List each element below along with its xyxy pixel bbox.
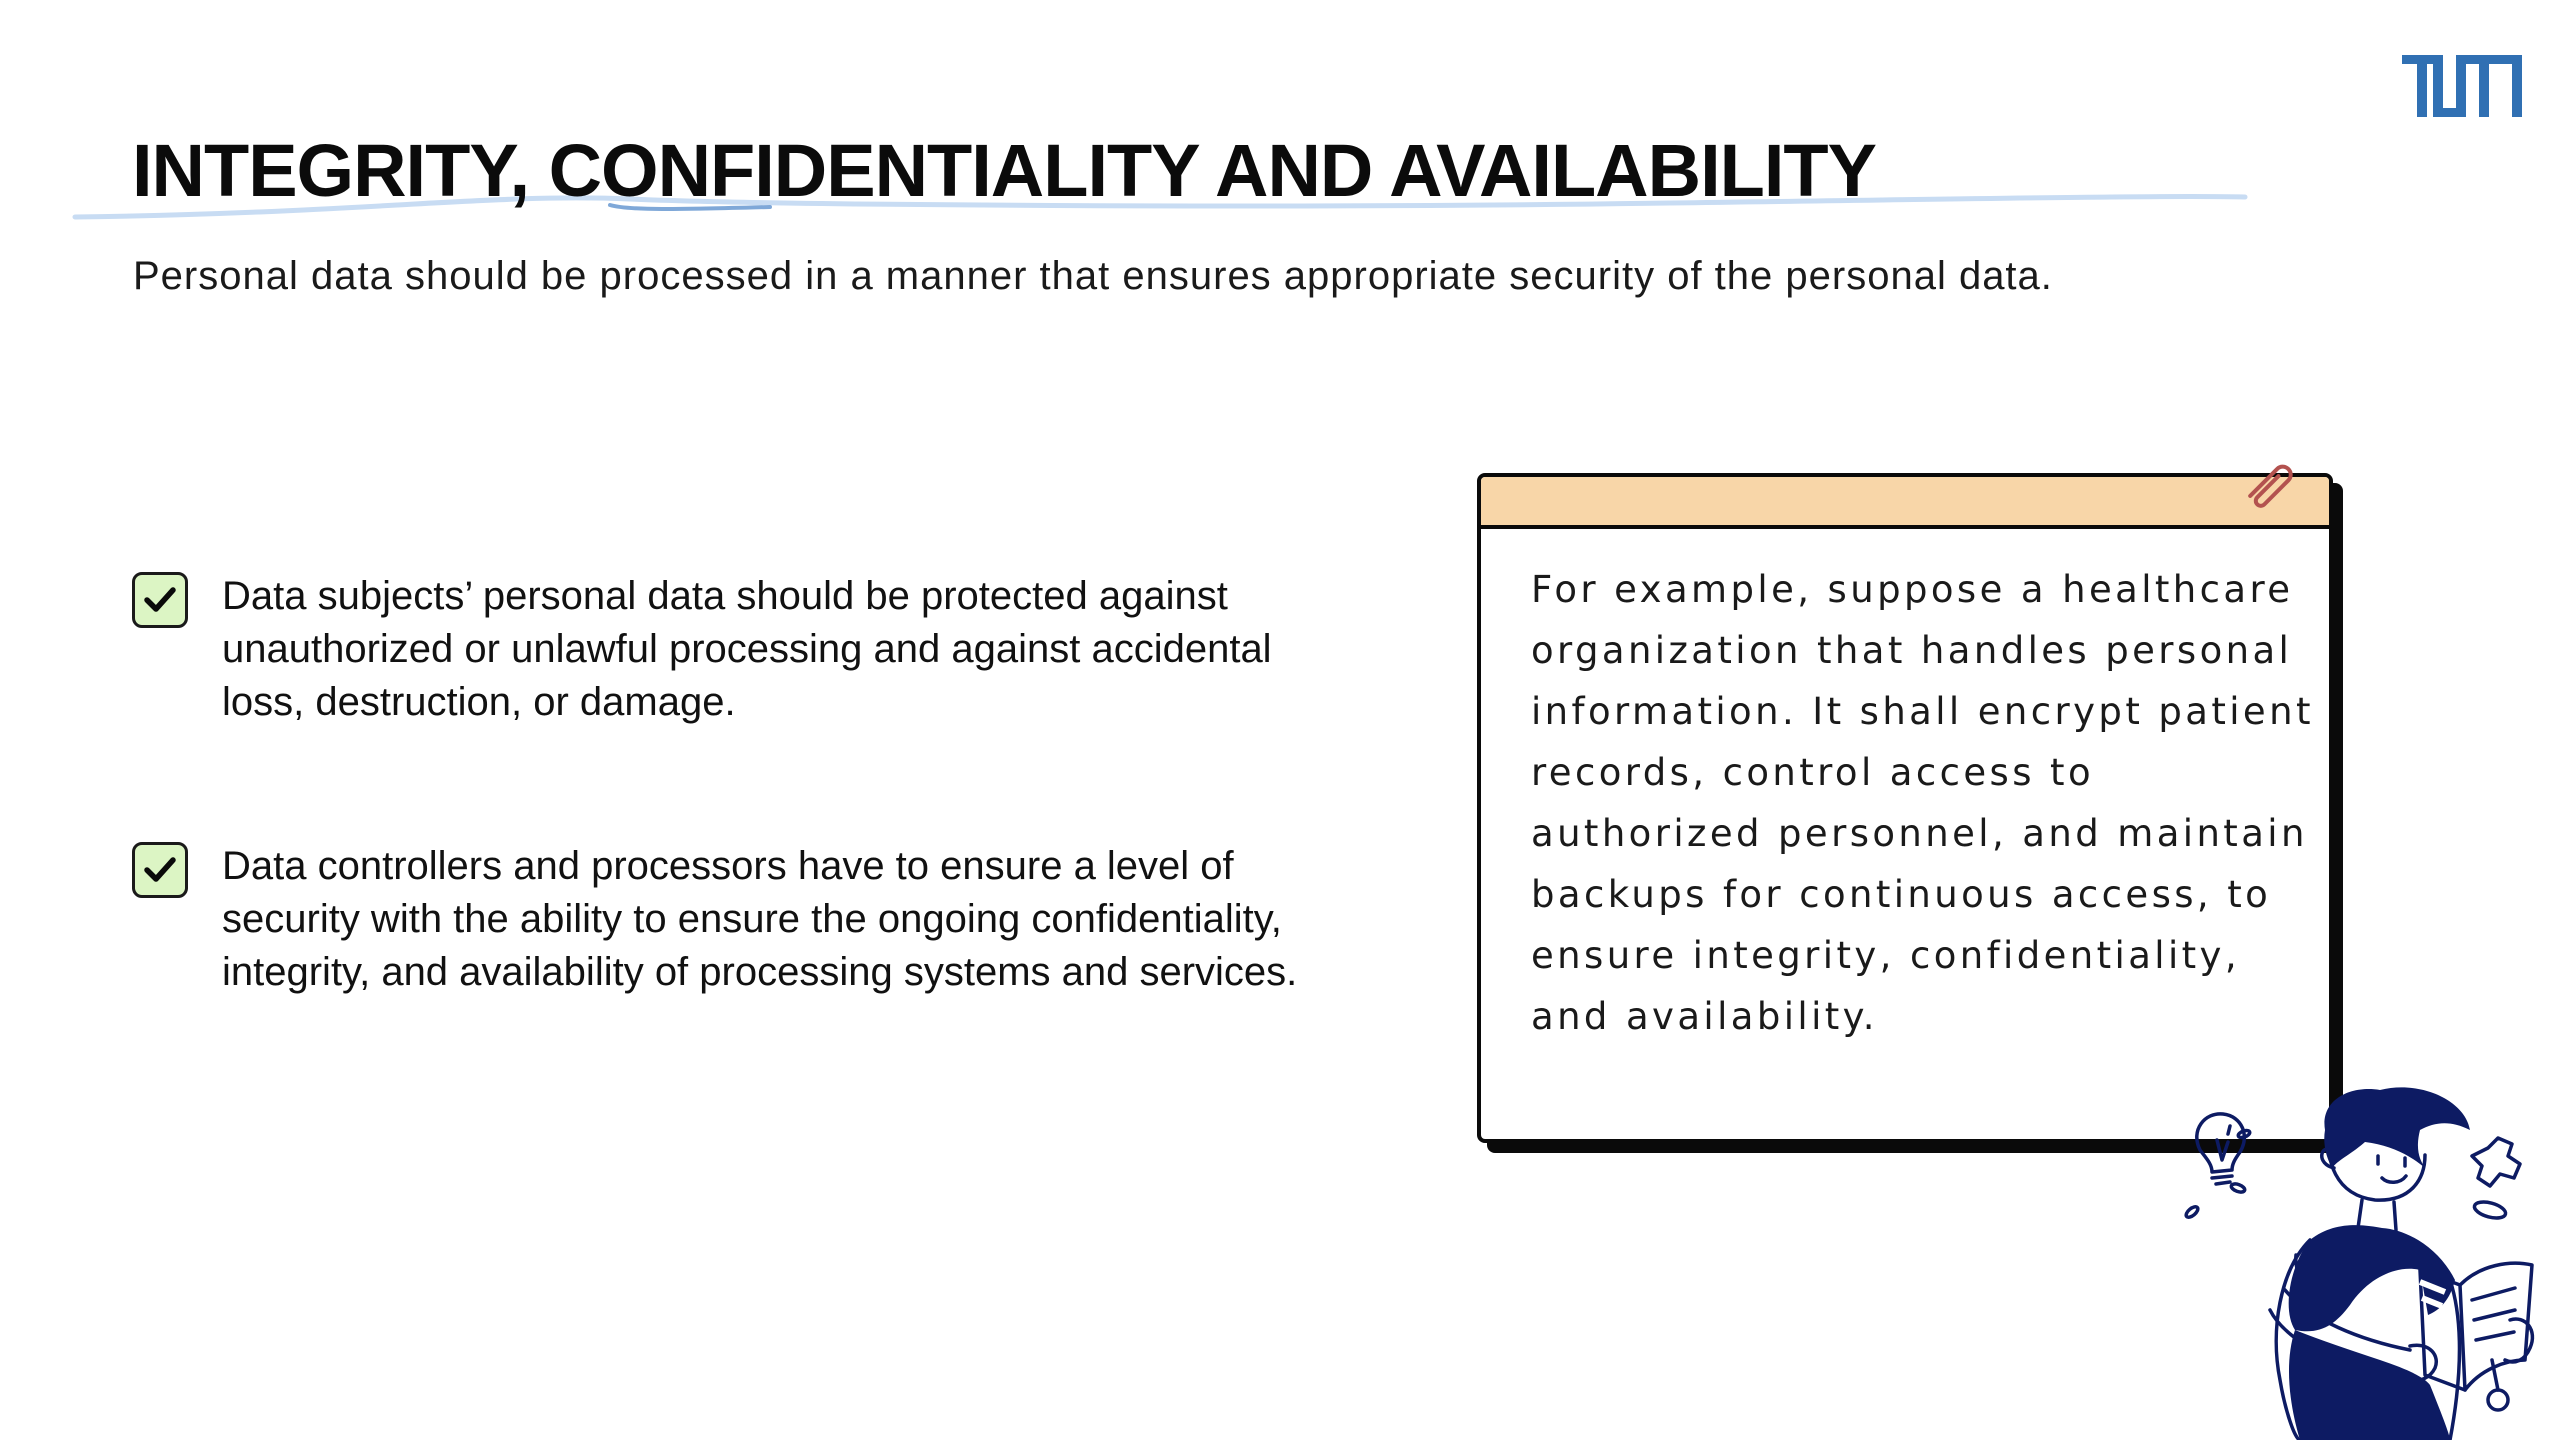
note-text: For example, suppose a healthcare organization that handles personal information. It shall encrypt patient records, control access to authorized personnel, and maintain backups for continuous access, to ensure integrity, confidentiality, and availability. [1531, 568, 2314, 1038]
slide-title: INTEGRITY, CONFIDENTIALITY AND AVAILABILITY [132, 129, 1876, 212]
checkbox-checked-icon [132, 572, 188, 628]
bullet-text: Data subjects’ personal data should be protected against unauthorized or unlawful processing and against accidental loss, destruction, or damage. [222, 574, 1272, 724]
tum-logo [2402, 55, 2522, 117]
bullet-text: Data controllers and processors have to ensure a level of security with the ability to ensure the ongoing confidentiality, integrity, and availability of processing systems and services. [222, 844, 1298, 994]
person-reading-book-illustration [2120, 1060, 2560, 1440]
example-note-card [1477, 473, 2333, 1143]
paperclip-icon [2235, 455, 2305, 517]
slide-subtitle: Personal data should be processed in a manner that ensures appropriate security of the personal data. [133, 254, 2053, 298]
note-header-bar [1481, 477, 2329, 529]
checkbox-checked-icon [132, 842, 188, 898]
note-body [1477, 473, 2333, 1143]
